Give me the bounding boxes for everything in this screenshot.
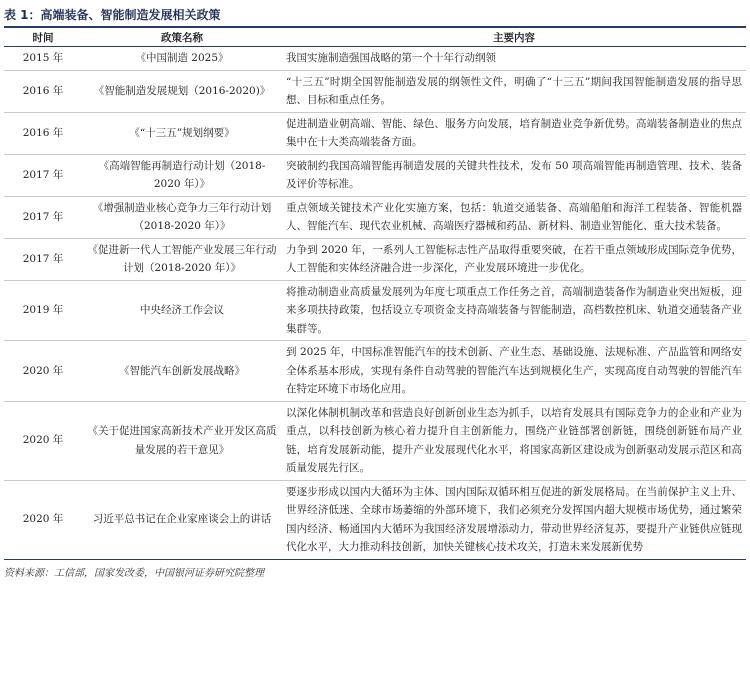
table-row [4,70,746,112]
cell-time: 2019 年 [22,304,64,316]
cell-content: 我国实施制造强国战略的第一个十年行动纲领 [286,52,496,64]
cell-policy-name: 《高端智能再制造行动计划（2018-2020 年）》 [98,159,266,190]
cell-policy-name: 《关于促进国家高新技术产业开发区高质量发展的若干意见》 [87,425,277,456]
cell-content: “十三五”时期全国智能制造发展的纲领性文件，明确了“十三五”期间我国智能制造发展的指导思想、目标和重点任务。 [286,75,742,106]
policy-table [4,26,746,560]
cell-time: 2017 年 [22,168,64,181]
cell-time: 2016 年 [22,126,64,139]
cell-time: 2015 年 [22,52,64,64]
table-caption: 表 1：高端装备、智能制造发展相关政策 [4,8,221,22]
cell-time: 2017 年 [22,252,64,265]
cell-policy-name: 《“十三五”规划纲要》 [129,126,235,139]
header-main-content: 主要内容 [493,31,535,44]
table-body [4,47,746,560]
cell-content: 重点领域关键技术产业化实施方案，包括：轨道交通装备、高端船舶和海洋工程装备、智能机器人、智能汽车、现代农业机械、高端医疗器械和药品、新材料、制造业智能化、重大技术装备。 [286,201,742,232]
table-row [4,154,746,196]
cell-time: 2020 年 [22,434,64,447]
cell-policy-name: 《智能制造发展规划（2016-2020)》 [93,84,271,97]
cell-time: 2020 年 [22,364,64,377]
header-row [4,27,746,47]
table-row [4,341,746,402]
cell-content: 力争到 2020 年，一系列人工智能标志性产品取得重要突破，在若干重点领域形成国际竞争优势，人工智能和实体经济融合进一步深化，产业发展环境进一步优化。 [286,243,742,274]
cell-content: 突破制约我国高端智能再制造发展的关键共性技术，发布 50 项高端智能再制造管理、技术、装备及评价等标准。 [286,159,742,190]
table-row [4,47,746,71]
cell-policy-name: 《增强制造业核心竞争力三年行动计划（2018-2020 年）》 [92,201,272,232]
cell-policy-name: 《中国制造 2025》 [135,52,229,64]
cell-time: 2016 年 [22,84,64,97]
source-note: 资料来源：工信部，国家发改委，中国银河证券研究院整理 [4,567,264,579]
table-row [4,112,746,154]
cell-time: 2020 年 [22,513,64,526]
table-row [4,401,746,480]
cell-content: 促进制造业朝高端、智能、绿色、服务方向发展，培育制造业竞争新优势。高端装备制造业的焦点集中在十大类高端装备方面。 [286,117,742,148]
table-row [4,196,746,238]
cell-content: 要逐步形成以国内大循环为主体、国内国际双循环相互促进的新发展格局。在当前保护主义上升、世界经济低迷、全球市场萎缩的外部环境下，我们必须充分发挥国内超大规模市场优势，通过繁荣国内经济、畅通国内大循环为我国经济发展增添动力，带动世界经济复苏，要提升产业链供应链现代化水平，大力推动科技创新，加快关键核心技术攻关，打造未来发展新优势 [286,485,742,553]
cell-content: 将推动制造业高质量发展列为年度七项重点工作任务之首，高端制造装备作为制造业突出短板，迎来多项扶持政策，包括设立专项资金支持高端装备与智能制造，高档数控机床、轨道交通装备产业集群等。 [286,285,742,335]
table-row [4,280,746,341]
table-row [4,238,746,280]
header-time: 时间 [32,31,54,44]
cell-content: 到 2025 年，中国标准智能汽车的技术创新、产业生态、基础设施、法规标准、产品监管和网络安全体系基本形成，实现有条件自动驾驶的智能汽车达到规模化生产，实现高度自动驾驶的智能汽车在特定环境下市场化应用。 [286,346,742,395]
cell-policy-name: 《智能汽车创新发展战略》 [119,364,245,377]
cell-policy-name: 习近平总书记在企业家座谈会上的讲话 [92,513,272,526]
cell-content: 以深化体制机制改革和营造良好创新创业生态为抓手，以培育发展具有国际竞争力的企业和产业为重点，以科技创新为核心着力提升自主创新能力，围绕产业链部署创新链，围绕创新链布局产业链，培育发展新动能，提升产业发展现代化水平，将国家高新区建设成为创新驱动发展示范区和高质量发展先行区。 [286,406,742,474]
table-row [4,480,746,559]
table-header [4,27,746,47]
header-policy-name: 政策名称 [161,31,203,44]
cell-policy-name: 《促进新一代人工智能产业发展三年行动计划（2018-2020 年）》 [87,243,277,274]
cell-policy-name: 中央经济工作会议 [140,304,224,316]
cell-time: 2017 年 [22,210,64,223]
